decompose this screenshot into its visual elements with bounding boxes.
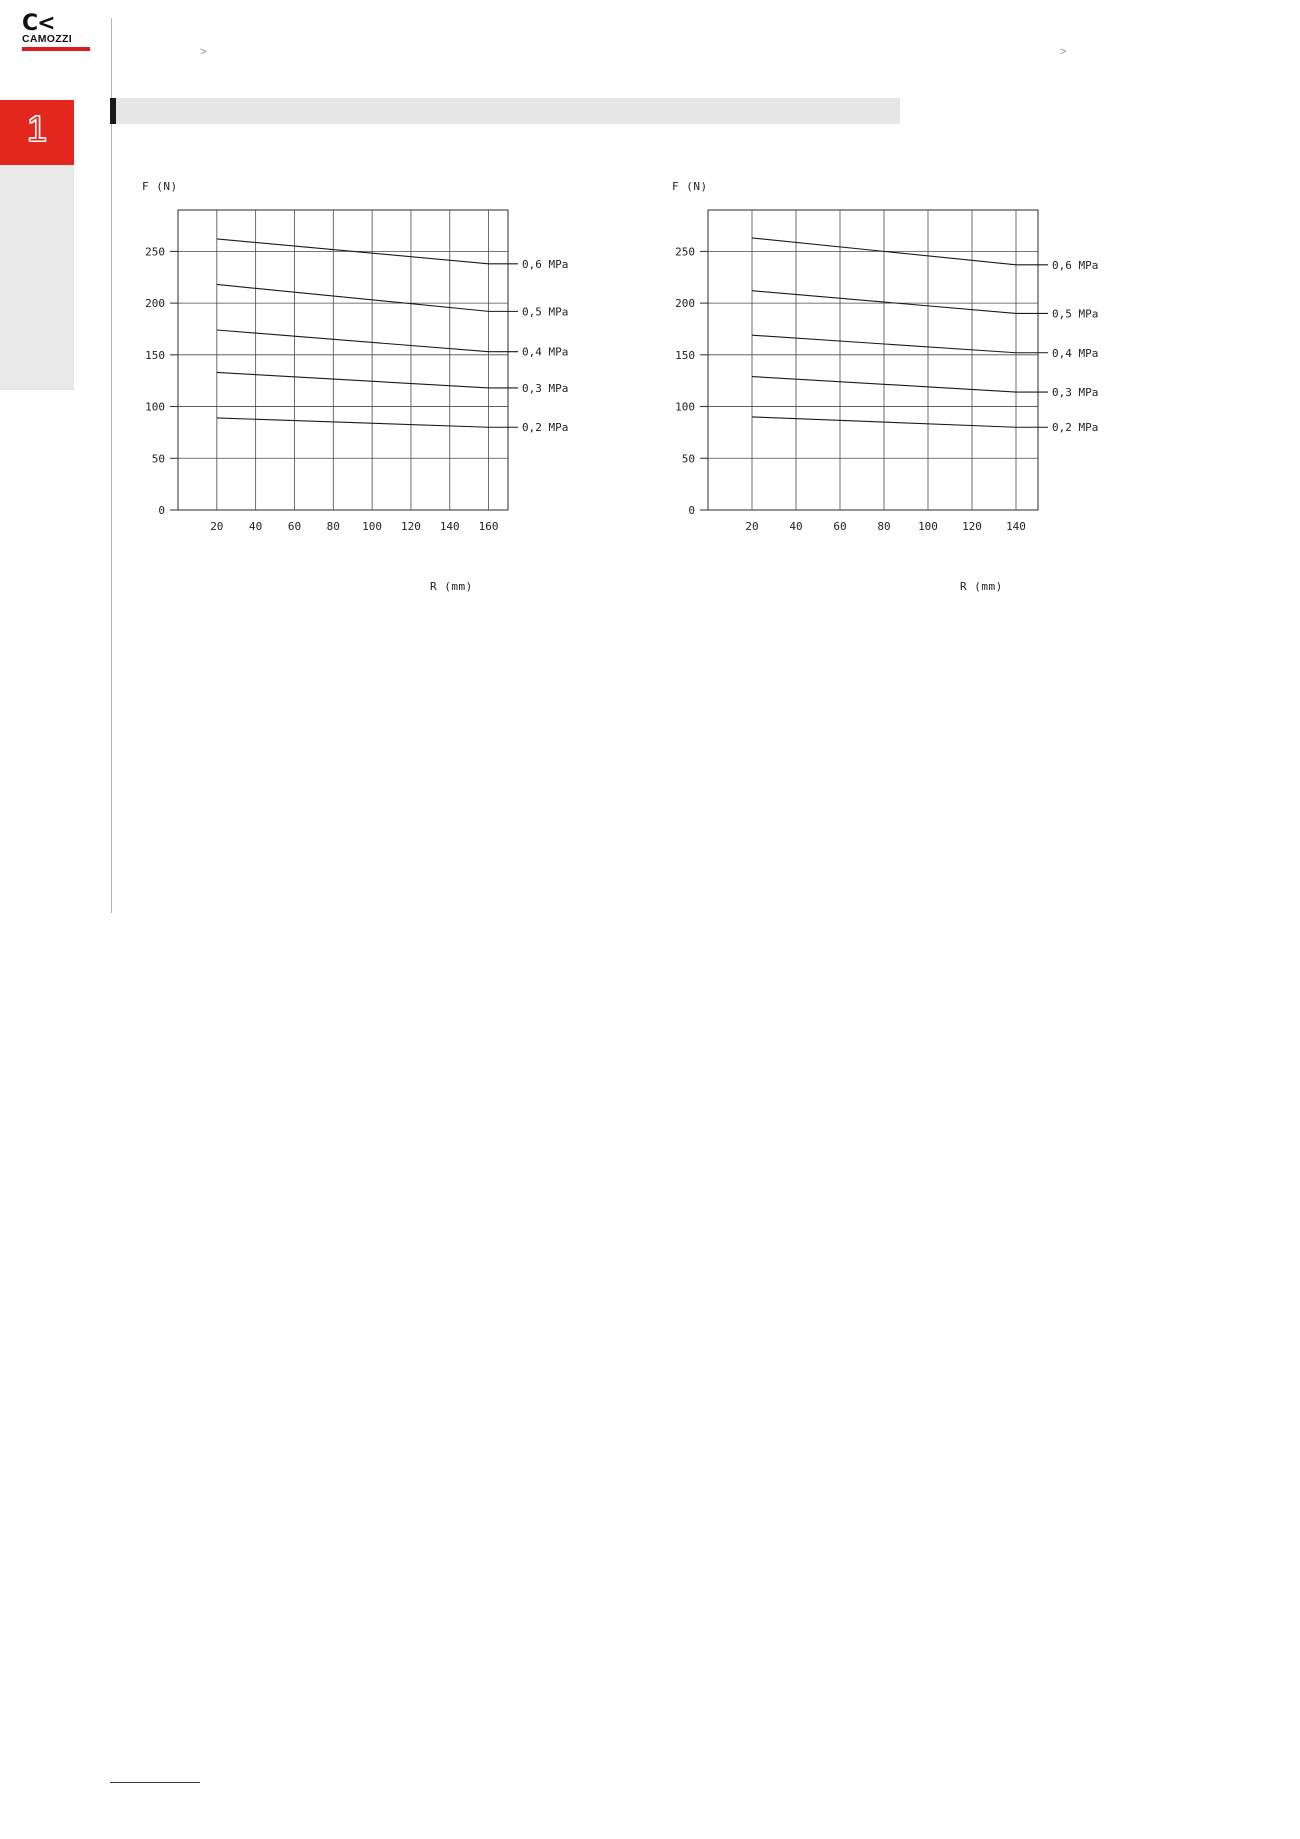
logo-underline-bar [22, 47, 90, 51]
chart-left-ylabel: F (N) [142, 180, 178, 193]
svg-text:100: 100 [362, 520, 383, 533]
chart-right-xlabel: R (mm) [960, 580, 1003, 593]
svg-text:0,6 MPa: 0,6 MPa [1052, 258, 1099, 272]
svg-text:80: 80 [326, 520, 340, 533]
svg-text:40: 40 [249, 520, 263, 533]
chart-left-plot [130, 180, 610, 600]
chart-right [660, 180, 1140, 600]
svg-text:150: 150 [675, 348, 695, 362]
logo-wordmark: CAMOZZI [22, 33, 72, 45]
svg-text:80: 80 [877, 520, 891, 533]
svg-text:20: 20 [210, 520, 224, 533]
svg-text:160: 160 [478, 520, 499, 533]
svg-text:120: 120 [962, 520, 982, 533]
chart-left-xlabel: R (mm) [430, 580, 473, 593]
svg-text:0,5 MPa: 0,5 MPa [522, 305, 569, 319]
svg-text:20: 20 [745, 520, 759, 533]
svg-text:50: 50 [681, 452, 695, 466]
svg-text:0,6 MPa: 0,6 MPa [522, 257, 569, 271]
section-index-tab [0, 100, 74, 390]
breadcrumb-right [1060, 46, 1067, 58]
chart-right-plot [660, 180, 1140, 600]
svg-text:0,3 MPa: 0,3 MPa [1052, 386, 1099, 400]
svg-text:0,5 MPa: 0,5 MPa [1052, 307, 1099, 321]
svg-text:120: 120 [401, 520, 421, 533]
svg-text:140: 140 [439, 520, 460, 533]
svg-text:140: 140 [1006, 520, 1026, 533]
svg-text:200: 200 [145, 297, 165, 311]
svg-text:0: 0 [158, 504, 165, 517]
breadcrumb-left [200, 46, 207, 58]
svg-text:50: 50 [151, 452, 165, 466]
section-title-band-marker [110, 98, 116, 124]
svg-text:100: 100 [145, 400, 165, 414]
svg-text:250: 250 [145, 245, 165, 259]
chart-left [130, 180, 610, 600]
section-title-band [110, 98, 900, 124]
svg-text:250: 250 [675, 245, 695, 259]
svg-text:60: 60 [287, 520, 302, 533]
svg-text:0,2 MPa: 0,2 MPa [1052, 421, 1099, 435]
svg-text:60: 60 [833, 520, 847, 533]
footer-rule [110, 1782, 200, 1783]
svg-text:100: 100 [918, 520, 938, 533]
svg-text:0,3 MPa: 0,3 MPa [522, 381, 569, 395]
svg-text:0,4 MPa: 0,4 MPa [1052, 346, 1099, 360]
section-index-number: 1 [26, 108, 48, 149]
svg-text:150: 150 [145, 348, 165, 362]
chart-right-ylabel: F (N) [672, 180, 708, 193]
camozzi-logo [22, 11, 92, 50]
logo-mark: C< [22, 11, 55, 36]
breadcrumb-left-label: > [200, 46, 207, 58]
svg-text:100: 100 [675, 400, 695, 414]
svg-text:40: 40 [789, 520, 803, 533]
content-vertical-rule [111, 18, 112, 913]
svg-text:0,4 MPa: 0,4 MPa [522, 345, 569, 359]
svg-text:0,2 MPa: 0,2 MPa [522, 421, 569, 435]
svg-text:200: 200 [675, 297, 695, 311]
breadcrumb-right-label: > [1060, 46, 1067, 58]
svg-text:0: 0 [688, 504, 695, 517]
